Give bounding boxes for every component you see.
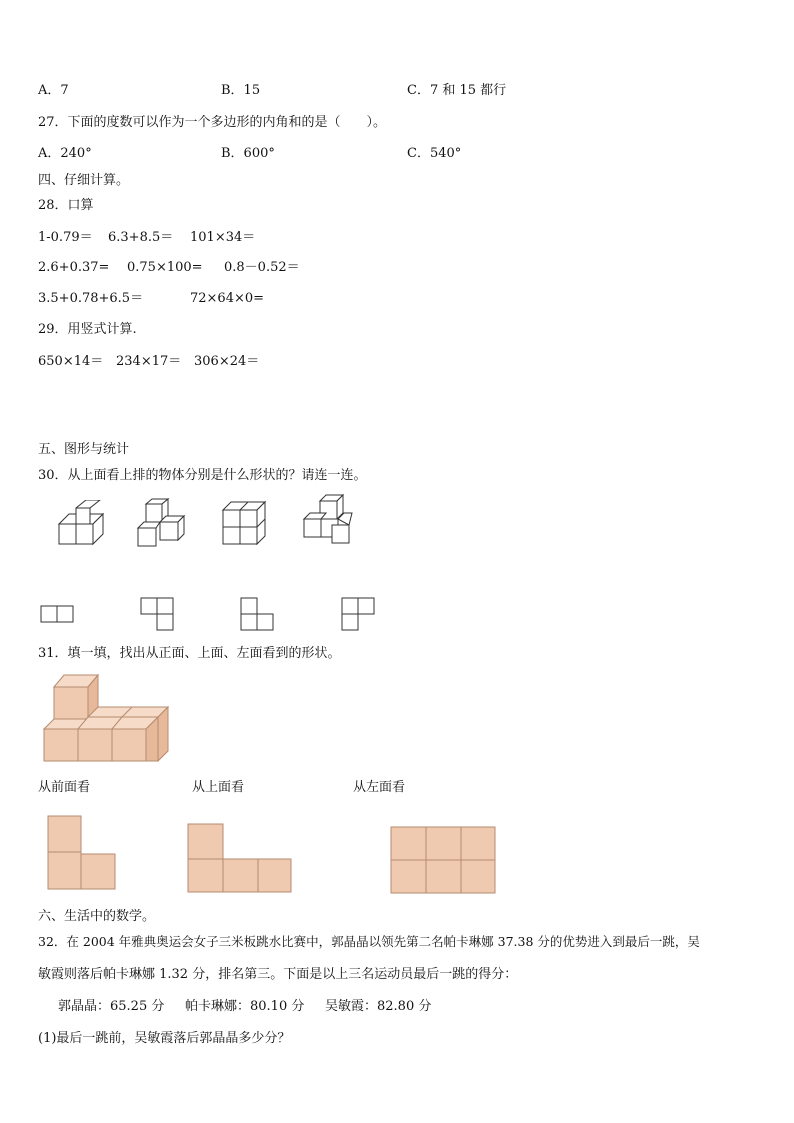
q31-top-view (186, 822, 294, 894)
q28-item: 3.5+0.78+6.5＝ (38, 291, 144, 306)
score-guo: 郭晶晶：65.25 分 (58, 999, 165, 1014)
q27-option-b: B．600° (221, 146, 275, 161)
q28-item: 0.75×100= (127, 260, 203, 275)
q28-item: 2.6+0.37= (38, 260, 110, 275)
q28-item: 72×64×0= (190, 291, 265, 306)
q31-stem: 31．填一填，找出从正面、上面、左面看到的形状。 (38, 646, 341, 661)
q32-sub1: (1)最后一跳前，吴敏霞落后郭晶晶多少分？ (38, 1031, 291, 1046)
q30-solid-2 (136, 498, 188, 550)
q30-stem: 30．从上面看上排的物体分别是什么形状的？请连一连。 (38, 468, 367, 483)
q31-front-view (46, 814, 118, 892)
q27-stem: 27．下面的度数可以作为一个多边形的内角和的是（ ）。 (38, 115, 387, 130)
q29-item: 306×24＝ (194, 354, 260, 369)
score-wu: 吴敏霞：82.80 分 (325, 999, 432, 1014)
q31-solid (42, 673, 170, 765)
q30-top-view-4 (341, 597, 377, 633)
q29-title: 29．用竖式计算. (38, 322, 137, 337)
q30-solid-4 (300, 494, 356, 548)
q28-item: 0.8－0.52＝ (224, 260, 300, 275)
section5-title: 五、图形与统计 (38, 442, 130, 457)
label-front-view: 从前面看 (38, 780, 91, 795)
option-c: C．7 和 15 都行 (407, 83, 507, 98)
section6-title: 六、生活中的数学。 (38, 909, 156, 924)
q30-top-view-3 (240, 597, 276, 633)
option-b: B．15 (221, 83, 261, 98)
option-a: A．7 (38, 83, 69, 98)
q30-top-view-1 (40, 604, 76, 624)
q30-solid-3 (220, 500, 268, 548)
q28-item: 6.3+8.5＝ (108, 230, 174, 245)
q28-item: 101×34＝ (190, 230, 256, 245)
q30-solid-1 (55, 500, 105, 546)
q32-line2: 敏霞则落后帕卡琳娜 1.32 分，排名第三。下面是以上三名运动员最后一跳的得分： (38, 967, 518, 982)
q29-item: 234×17＝ (116, 354, 182, 369)
label-top-view: 从上面看 (192, 780, 245, 795)
q30-top-view-2 (140, 597, 176, 633)
section4-title: 四、仔细计算。 (38, 173, 130, 188)
q32-line1: 32．在 2004 年雅典奥运会女子三米板跳水比赛中，郭晶晶以领先第二名帕卡琳娜 37.38 分的优势进入到最后一跳，吴 (38, 934, 700, 949)
q31-left-view (389, 825, 497, 895)
score-pakalina: 帕卡琳娜：80.10 分 (185, 999, 305, 1014)
q29-item: 650×14＝ (38, 354, 104, 369)
label-left-view: 从左面看 (353, 780, 406, 795)
q27-option-a: A．240° (38, 146, 92, 161)
q28-item: 1-0.79＝ (38, 230, 93, 245)
q28-title: 28．口算 (38, 198, 94, 213)
q27-option-c: C．540° (407, 146, 462, 161)
